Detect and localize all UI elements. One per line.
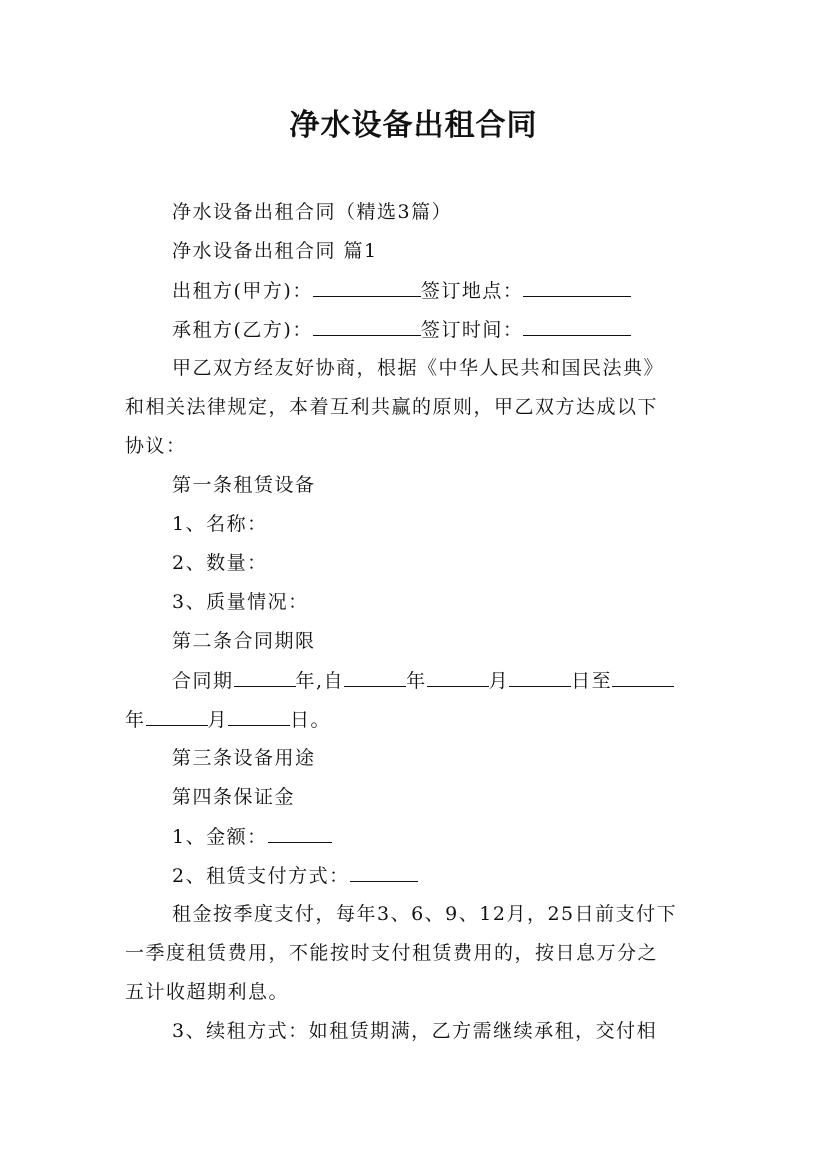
term-text: 月: [488, 670, 510, 692]
payment-method-blank: [350, 863, 418, 882]
term-text: 年: [125, 709, 146, 731]
paragraph-line: 协议：: [125, 435, 187, 457]
list-item: 1、名称：: [172, 513, 268, 535]
paragraph-line: 和相关法律规定，本着互利共赢的原则，甲乙双方达成以下: [125, 396, 659, 418]
list-item: [172, 824, 332, 849]
term-blank: [344, 668, 406, 687]
term-text: 年,自: [295, 670, 345, 692]
sign-place-label: 签订地点：: [420, 280, 524, 302]
paragraph-line: 租金按季度支付，每年3、6、9、12月，25日前支付下: [172, 903, 678, 925]
term-blank: [228, 707, 290, 726]
list-item: 3、续租方式：如租赁期满，乙方需继续承租，交付相: [172, 1020, 658, 1042]
article-heading: 第一条租赁设备: [172, 474, 316, 496]
paragraph-line: 甲乙双方经友好协商，根据《中华人民共和国民法典》: [172, 357, 665, 379]
amount-blank: [268, 824, 332, 843]
payment-method-label: 2、租赁支付方式：: [172, 865, 350, 887]
paragraph-line: 五计收超期利息。: [125, 981, 290, 1003]
term-blank: [509, 668, 571, 687]
list-item: 2、数量：: [172, 552, 268, 574]
lessor-line: [172, 278, 631, 303]
term-line: [172, 668, 674, 693]
term-label: 合同期: [172, 670, 234, 692]
term-line-continued: [125, 707, 331, 732]
lessor-blank: [313, 278, 421, 297]
term-text: 日至: [571, 670, 613, 692]
article-heading: 第二条合同期限: [172, 630, 316, 652]
term-text: 日。: [290, 709, 332, 731]
lessee-blank: [313, 317, 421, 336]
lessor-label: 出租方(甲方)：: [172, 280, 313, 302]
sign-place-blank: [523, 278, 631, 297]
section-heading: 净水设备出租合同 篇1: [172, 240, 378, 262]
list-item: [172, 863, 418, 888]
paragraph-line: 一季度租赁费用，不能按时支付租赁费用的，按日息万分之: [125, 942, 659, 964]
sign-time-blank: [523, 317, 631, 336]
term-blank: [427, 668, 489, 687]
article-heading: 第三条设备用途: [172, 747, 316, 769]
sign-time-label: 签订时间：: [420, 319, 524, 341]
term-blank: [234, 668, 296, 687]
term-text: 月: [207, 709, 229, 731]
document-title: 净水设备出租合同: [289, 108, 538, 143]
amount-label: 1、金额：: [172, 826, 268, 848]
list-item: 3、质量情况：: [172, 591, 309, 613]
term-blank: [146, 707, 208, 726]
term-blank: [612, 668, 674, 687]
term-text: 年: [406, 670, 427, 692]
lessee-line: [172, 317, 631, 342]
subtitle-line: 净水设备出租合同（精选3篇）: [172, 201, 453, 223]
article-heading: 第四条保证金: [172, 786, 296, 808]
lessee-label: 承租方(乙方)：: [172, 319, 313, 341]
